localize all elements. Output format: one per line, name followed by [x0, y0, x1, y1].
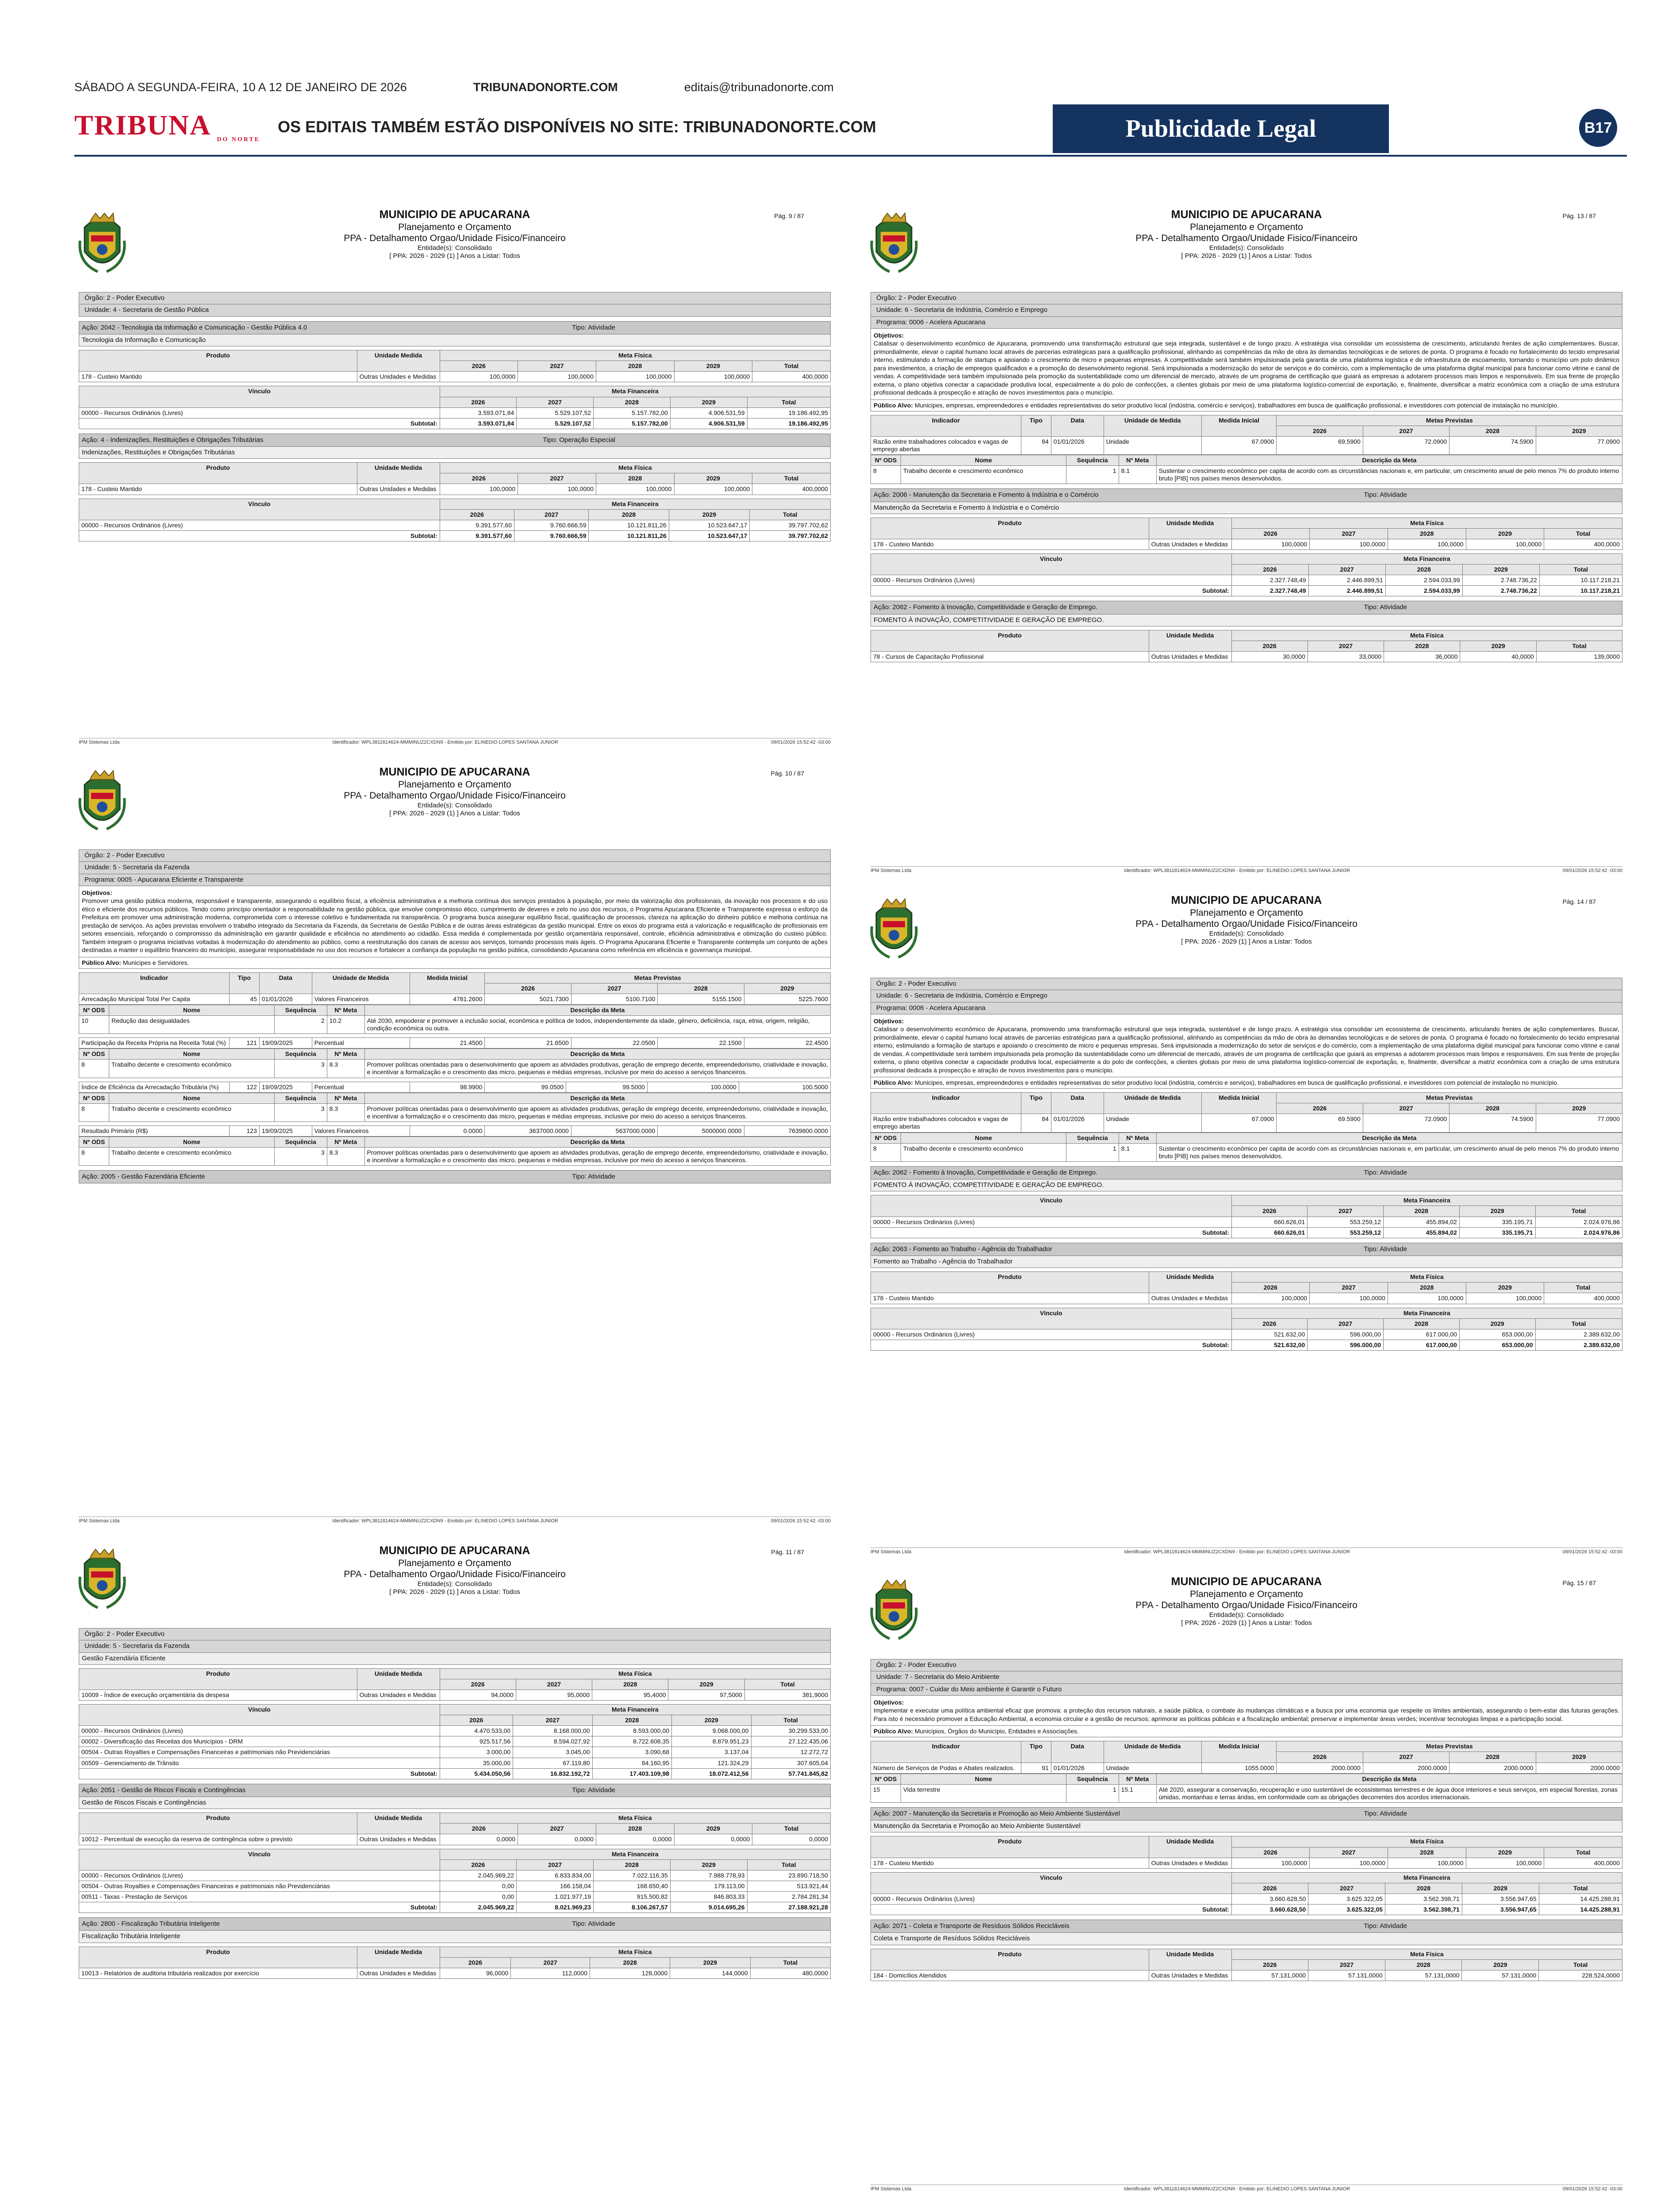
subtotal-row: Subtotal: 5.434.050,56 16.832.192,72 17.403.109,98 18.072.412,56 57.741.845,82: [79, 1768, 831, 1779]
action-row: Ação: 2007 - Manutenção da Secretaria e Promoção ao Meio Ambiente Sustentável Tipo: Atividade: [871, 1807, 1622, 1820]
report-footer: IPM Sistemas Ltda Identificador: WPL3811814624-MMMINUZ2CXDN9 - Emitido por: ELINEDIO LOPES SANTANA JUNIOR 09/01/2026 15:52:42 -03:00: [79, 738, 831, 745]
table-row: 10 Redução das desigualdades 2 10.2 Até 2030, empoderar e promover a inclusão social, econômica e política de todos, independentemente da idade, gênero, deficiência, raça, etnia, origem, religião, condição econômica ou outra.: [79, 1016, 831, 1034]
action-description: FOMENTO À INOVAÇÃO, COMPETITIVIDADE E GERAÇÃO DE EMPREGO.: [871, 1179, 1622, 1191]
table-row: Resultado Primário (R$) 123 19/09/2025 Valores Financeiros 0.0000 3637000.0000 5637000.0000 5000000.0000 7639800.0000: [79, 1125, 831, 1136]
action-description: Manutenção da Secretaria e Fomento à Indústria e o Comércio: [871, 502, 1622, 514]
target-public: Público Alvo: Municipes e Servidores.: [79, 957, 831, 969]
action-row: Ação: 2063 - Fomento ao Trabalho - Agência do Trabalhador Tipo: Atividade: [871, 1243, 1622, 1256]
financial-target-table: Vínculo Meta Financeira 2026 2027 2028 2029 Total 00000 - Recursos Ordinários (Livres) 3.593.071,84 5.529.107,52 5.157.782,00 4.906.531,59 19.186.492,95 Subtotal: 3.593.071,84 5.529.107,52 5.157.782,00 4.906.531,59 19.186.492,95: [79, 386, 831, 429]
indicator-table: Indicador Tipo Data Unidade de Medida Medida Inicial Metas Previstas 2026 2027 2028 2029 Arrecadação Municipal Total Per Capita 45 01/01/2026 Valores Financeiros 4781.2600 5021.7300 5100.7100 5155.1500 5225.7600: [79, 972, 831, 1005]
table-row: 00000 - Recursos Ordinários (Livres) 521.632,00 596.000,00 617.000,00 653.000,00 2.389.632,00: [871, 1329, 1622, 1340]
action-description: Coleta e Transporte de Resíduos Sólidos Recicláveis: [871, 1933, 1622, 1945]
organ-row: Órgão: 2 - Poder Executivo: [79, 849, 831, 862]
action-description: Fomento ao Trabalho - Agência do Trabalhador: [871, 1256, 1622, 1268]
report-page: [74, 757, 835, 1526]
newspaper-logo: TRIBUNA DO NORTE: [74, 109, 260, 143]
table-row: Número de Serviços de Podas e Abates realizados. 91 01/01/2026 Unidade 1055.0000 2000.0000 2000.0000 2000.0000 2000.0000: [871, 1763, 1622, 1773]
brand-bar: [74, 103, 1627, 151]
report-footer: IPM Sistemas Ltda Identificador: WPL3811814624-MMMINUZ2CXDN9 - Emitido por: ELINEDIO LOPES SANTANA JUNIOR 09/01/2026 15:52:42 -03:00: [871, 1548, 1622, 1555]
subtotal-row: Subtotal: 3.660.628,50 3.625.322,05 3.562.398,71 3.556.947,65 14.425.288,91: [871, 1904, 1622, 1915]
organ-row: Órgão: 2 - Poder Executivo: [871, 978, 1622, 990]
subtotal-row: Subtotal: 521.632,00 596.000,00 617.000,00 653.000,00 2.389.632,00: [871, 1340, 1622, 1350]
indicator-table: Indicador Tipo Data Unidade de Medida Medida Inicial Metas Previstas 2026 2027 2028 2029 Razão entre trabalhadores colocados e vagas de emprego abertas 84 01/01/2026 Unidade 67.0900 69.5900 72.0900 74.5900 77.0900: [871, 1092, 1622, 1132]
report-header: MUNICIPIO DE APUCARANA Planejamento e Orçamento PPA - Detalhamento Orgao/Unidade Fisico/Financeiro Entidade(s): Consolidado [ PPA: 2026 - 2029 (1) ] Anos a Listar: Todos: [344, 1544, 566, 1596]
left-column: [74, 199, 835, 2212]
section-title: Publicidade Legal: [1053, 104, 1389, 153]
physical-target-table: Produto Unidade Medida Meta Física 2026 2027 2028 2029 Total 178 - Custeio Mantido Outras Unidades e Medidas 100,0000 100,0000 100,0000 100,0000 400,0000: [871, 1836, 1622, 1868]
table-row: Razão entre trabalhadores colocados e vagas de emprego abertas 84 01/01/2026 Unidade 67.0900 69.5900 72.0900 74.5900 77.0900: [871, 436, 1622, 454]
table-row: 178 - Custeio Mantido Outras Unidades e Medidas 100,0000 100,0000 100,0000 100,0000 400,0000: [871, 539, 1622, 550]
table-row: 15 Vida terrestre 1 15.1 Até 2020, assegurar a conservação, recuperação e uso sustentável de ecossistemas terrestres e de água doce interiores e seus serviços, em especial florestas, zonas úmidas, montanhas e terras áridas, em conformidade com as obrigações decorrentes dos acordos internacionais.: [871, 1784, 1622, 1802]
target-public: Público Alvo: Municípios, Órgãos do Município, Entidades e Associações.: [871, 1726, 1622, 1737]
table-row: 178 - Custeio Mantido Outras Unidades e Medidas 100,0000 100,0000 100,0000 100,0000 400,0000: [79, 372, 831, 382]
report-header: MUNICIPIO DE APUCARANA Planejamento e Orçamento PPA - Detalhamento Orgao/Unidade Fisico/Financeiro Entidade(s): Consolidado [ PPA: 2026 - 2029 (1) ] Anos a Listar: Todos: [1135, 208, 1358, 260]
report-page-number: Pág. 10 / 87: [771, 770, 804, 777]
financial-target-table: Vínculo Meta Financeira 2026 2027 2028 2029 Total 00000 - Recursos Ordinários (Livres) 9.391.577,60 9.760.666,59 10.121.811,26 10.523.647,17 39.797.702,62 Subtotal: 9.391.577,60 9.760.666,59 10.121.811,26 10.523.647,17 39.797.702,62: [79, 499, 831, 541]
report-footer: IPM Sistemas Ltda Identificador: WPL3811814624-MMMINUZ2CXDN9 - Emitido por: ELINEDIO LOPES SANTANA JUNIOR 09/01/2026 15:52:42 -03:00: [871, 866, 1622, 874]
table-row: 00000 - Recursos Ordinários (Livres) 9.391.577,60 9.760.666,59 10.121.811,26 10.523.647,17 39.797.702,62: [79, 520, 831, 530]
ods-table: Nº ODS Nome Sequência Nº Meta Descrição da Meta 8 Trabalho decente e crescimento econômico 3 8.3 Promover políticas orientadas para o desenvolvimento que apoiem as atividades produtivas, geração de emprego decente, empreendedorismo, criatividade e inovação, e incentivar a formalização e o crescimento das micro, pequenas e médias empresas, inclusive por meio do acesso a serviços financeiros.: [79, 1048, 831, 1078]
availability-notice: OS EDITAIS TAMBÉM ESTÃO DISPONÍVEIS NO SITE: TRIBUNADONORTE.COM: [278, 118, 876, 136]
table-row: 00000 - Recursos Ordinários (Livres) 660.626,01 553.259,12 455.894,02 335.195,71 2.024.976,86: [871, 1217, 1622, 1227]
target-public: Público Alvo: Municipes, empresas, empreendedores e entidades representativas do setor produtivo local (indústria, comércio e serviços), trabalhadores em busca de qualificação profissional, e investidores com potencial de instalação no município.: [871, 1077, 1622, 1089]
objectives: Objetivos: Catalisar o desenvolvimento econômico de Apucarana, promovendo uma transformação estrutural que seja integrada, sustentável e de longo prazo. A estratégia visa consolidar um ecossistema de crescimento, articulando frentes de ação complementares. Buscar, primordialmente, elevar o capital humano local através de parcerias estratégicas para a qualificação profissional, alinhando as competências da mão de obra às demandas tecnológicas e de setores de ponta. O programa é focado no fortalecimento do tecido empresarial interno, estimulando a formação de startups e apoiando o crescimento de micro e pequenas empresas. Será impulsionada a modernização do setor de serviços e do comércio, com a implementação de uma plataforma digital municipal para funcionar como vitrine e canal de vendas. A competitividade será também impulsionada pela promoção da sustentabilidade como um diferencial de mercado, através de um programa de certificação que guiará as empresas a adotarem processos mais limpos e responsáveis. Em sua frente de projeção externa, o plano objetiva conectar a capacidade produtiva local, especialmente a do polo de confecções, a clientes globais por meio de uma plataforma logístico-comercial de exportação, e, finalmente, diversificar a matriz econômica com a criação de uma estrutura profissional dedicada à prospecção e atração de novos investimentos para o município.: [871, 1014, 1622, 1077]
action-row: Ação: 2051 - Gestão de Riscos Fiscais e Contingências Tipo: Atividade: [79, 1784, 831, 1797]
header-rule: [74, 155, 1627, 157]
report-header: MUNICIPIO DE APUCARANA Planejamento e Orçamento PPA - Detalhamento Orgao/Unidade Fisico/Financeiro Entidade(s): Consolidado [ PPA: 2026 - 2029 (1) ] Anos a Listar: Todos: [344, 766, 566, 818]
table-row: 00504 - Outras Royalties e Compensações Financeiras e patrimoniais não Previdenciárias 0,00 166.158,04 168.650,40 179.113,00 513.921,44: [79, 1881, 831, 1891]
organ-row: Órgão: 2 - Poder Executivo: [79, 292, 831, 304]
financial-target-table: Vínculo Meta Financeira 2026 2027 2028 2029 Total 00000 - Recursos Ordinários (Livres) 660.626,01 553.259,12 455.894,02 335.195,71 2.024.976,86 Subtotal: 660.626,01 553.259,12 455.894,02 335.195,71 2.024.976,86: [871, 1195, 1622, 1238]
report-page-number: Pág. 9 / 87: [774, 212, 804, 219]
table-row: 178 - Custeio Mantido Outras Unidades e Medidas 100,0000 100,0000 100,0000 100,0000 400,0000: [871, 1293, 1622, 1304]
action-row: Ação: 2071 - Coleta e Transporte de Resíduos Sólidos Recicláveis Tipo: Atividade: [871, 1920, 1622, 1933]
table-row: 8 Trabalho decente e crescimento econômico 1 8.1 Sustentar o crescimento econômico per capita de acordo com as circunstâncias nacionais e, em particular, um crescimento anual de pelo menos 7% do produto interno bruto [PIB] nos países menos desenvolvidos.: [871, 466, 1622, 484]
table-row: 00000 - Recursos Ordinários (Livres) 4.470.533,00 8.168.000,00 8.593.000,00 9.068.000,00 30.299.533,00: [79, 1726, 831, 1736]
report-page: [866, 2203, 1627, 2212]
table-row: 10009 - Índice de execução orçamentária da despesa Outras Unidades e Medidas 94,0000 95,0000 95,4000 97,5000 381,9000: [79, 1690, 831, 1701]
ods-table: Nº ODS Nome Sequência Nº Meta Descrição da Meta 10 Redução das desigualdades 2 10.2 Até 2030, empoderar e promover a inclusão social, econômica e política de todos, independentemente da idade, gênero, deficiência, raça, etnia, origem, religião, condição econômica ou outra.: [79, 1005, 831, 1034]
report-page-number: Pág. 13 / 87: [1562, 212, 1596, 219]
table-row: 178 - Custeio Mantido Outras Unidades e Medidas 100,0000 100,0000 100,0000 100,0000 400,0000: [871, 1858, 1622, 1868]
table-row: Razão entre trabalhadores colocados e vagas de emprego abertas 84 01/01/2026 Unidade 67.0900 69.5900 72.0900 74.5900 77.0900: [871, 1114, 1622, 1132]
program-row: Programa: 0006 - Acelera Apucarana: [871, 1002, 1622, 1014]
indicator-table: [79, 1082, 831, 1093]
table-row: 00000 - Recursos Ordinários (Livres) 3.660.628,50 3.625.322,05 3.562.398,71 3.556.947,65 14.425.288,91: [871, 1893, 1622, 1904]
indicator-table: [79, 1125, 831, 1137]
action-description: Manutenção da Secretaria e Promoção ao Meio Ambiente Sustentável: [871, 1820, 1622, 1832]
table-row: 178 - Custeio Mantido Outras Unidades e Medidas 100,0000 100,0000 100,0000 100,0000 400,0000: [79, 484, 831, 495]
action-row: Ação: 2042 - Tecnologia da Informação e Comunicação - Gestão Pública 4.0 Tipo: Atividade: [79, 321, 831, 334]
page-number-badge: B17: [1579, 109, 1617, 147]
action-row: Ação: 2062 - Fomento à Inovação, Competitividade e Geração de Emprego. Tipo: Atividade: [871, 601, 1622, 614]
report-footer: IPM Sistemas Ltda Identificador: WPL3811814624-MMMINUZ2CXDN9 - Emitido por: ELINEDIO LOPES SANTANA JUNIOR 09/01/2026 15:52:42 -03:00: [79, 1517, 831, 1524]
organ-row: Órgão: 2 - Poder Executivo: [871, 1659, 1622, 1671]
report-page-number: Pág. 11 / 87: [771, 1548, 804, 1555]
financial-target-table: Vínculo Meta Financeira 2026 2027 2028 2029 Total 00000 - Recursos Ordinários (Livres) 2.327.748,49 2.446.899,51 2.594.033,99 2.748.736,22 10.117.218,21 Subtotal: 2.327.748,49 2.446.899,51 2.594.033,99 2.748.736,22 10.117.218,21: [871, 553, 1622, 596]
action-row: Ação: 2006 - Manutenção da Secretaria e Fomento à Indústria e o Comércio Tipo: Atividade: [871, 488, 1622, 502]
physical-target-table: Produto Unidade Medida Meta Física 2026 2027 2028 2029 Total 178 - Custeio Mantido Outras Unidades e Medidas 100,0000 100,0000 100,0000 100,0000 400,0000: [79, 462, 831, 495]
unit-row: Unidade: 4 - Secretaria de Gestão Pública: [79, 304, 831, 316]
report-page-number: Pág. 14 / 87: [1562, 898, 1596, 905]
report-footer: IPM Sistemas Ltda Identificador: WPL3811814624-MMMINUZ2CXDN9 - Emitido por: ELINEDIO LOPES SANTANA JUNIOR 09/01/2026 15:52:42 -03:00: [871, 2185, 1622, 2192]
table-row: Arrecadação Municipal Total Per Capita 45 01/01/2026 Valores Financeiros 4781.2600 5021.7300 5100.7100 5155.1500 5225.7600: [79, 994, 831, 1004]
objectives: Objetivos: Catalisar o desenvolvimento econômico de Apucarana, promovendo uma transformação estrutural que seja integrada, sustentável e de longo prazo. A estratégia visa consolidar um ecossistema de crescimento, articulando frentes de ação complementares. Buscar, primordialmente, elevar o capital humano local através de parcerias estratégicas para a qualificação profissional, alinhando as competências da mão de obra às demandas tecnológicas e de setores de ponta. O programa é focado no fortalecimento do tecido empresarial interno, estimulando a formação de startups e apoiando o crescimento de micro e pequenas empresas. A competitividade será também impulsionada pela garantia de uma plataforma logística e de infraestrutura de escoamento, tornando o município um polo dinâmico para investimentos, a criação de empregos qualificados e a promoção do desenvolvimento regional. Será impulsionada a modernização do setor de serviços e do comércio, com a implementação de uma plataforma digital municipal para funcionar como vitrine e canal de vendas. A competitividade será também impulsionada pela promoção da sustentabilidade como um diferencial de mercado, através de um programa de certificação que guiará as empresas a adotarem processos mais limpos e responsáveis. Em sua frente de projeção externa, o plano objetiva conectar a capacidade produtiva local, especialmente a do polo de confecções, a clientes globais por meio de uma plataforma logístico-comercial de exportação, e, finalmente, diversificar a matriz econômica com a criação de uma estrutura profissional dedicada à prospecção e atração de novos investimentos para o município.: [871, 329, 1622, 400]
physical-target-table: Produto Unidade Medida Meta Física 2026 2027 2028 2029 Total 178 - Custeio Mantido Outras Unidades e Medidas 100,0000 100,0000 100,0000 100,0000 400,0000: [871, 518, 1622, 550]
indicator-table: [79, 1037, 831, 1048]
site-link[interactable]: TRIBUNADONORTE.COM: [473, 80, 618, 94]
report-page: [866, 885, 1627, 1557]
target-public: Público Alvo: Municipes, empresas, empreendedores e entidades representativas do setor produtivo local (indústria, comércio e serviços), trabalhadores em busca de qualificação profissional, e investidores com potencial de instalação no município.: [871, 400, 1622, 411]
physical-target-table: Produto Unidade Medida Meta Física 2026 2027 2028 2029 Total 10009 - Índice de execução orçamentária da despesa Outras Unidades e Medidas 94,0000 95,0000 95,4000 97,5000 381,9000: [79, 1668, 831, 1701]
financial-target-table: Vínculo Meta Financeira 2026 2027 2028 2029 Total 00000 - Recursos Ordinários (Livres) 521.632,00 596.000,00 617.000,00 653.000,00 2.389.632,00 Subtotal: 521.632,00 596.000,00 617.000,00 653.000,00 2.389.632,00: [871, 1308, 1622, 1351]
action-row: Ação: 4 - Indenizações, Restituições e Obrigações Tributárias Tipo: Operação Especial: [79, 434, 831, 447]
unit-row: Unidade: 5 - Secretaria da Fazenda: [79, 1640, 831, 1652]
ods-table: Nº ODS Nome Sequência Nº Meta Descrição da Meta 8 Trabalho decente e crescimento econômico 3 8.3 Promover políticas orientadas para o desenvolvimento que apoiem as atividades produtivas, geração de emprego decente, empreendedorismo, criatividade e inovação, e incentivar a formalização e o crescimento das micro, pequenas e médias empresas, inclusive por meio do acesso a serviços financeiros.: [79, 1093, 831, 1122]
ods-table: Nº ODS Nome Sequência Nº Meta Descrição da Meta 15 Vida terrestre 1 15.1 Até 2020, assegurar a conservação, recuperação e uso sustentável de ecossistemas terrestres e de água doce interiores e seus serviços, em especial florestas, zonas úmidas, montanhas e terras áridas, em conformidade com as obrigações decorrentes dos acordos internacionais.: [871, 1774, 1622, 1803]
objectives: Objetivos: Promover uma gestão pública moderna, responsável e transparente, assegurando o equilíbrio fiscal, a eficiência administrativa e a melhoria contínua dos serviços prestados à população, por meio da valorização dos profissionais, da inovação nos processos e do uso ético e eficiente dos recursos públicos. Tendo como princípio orientador a responsabilidade na gestão pública, que envolve compromisso ético, cumprimento de deveres e zelo no uso dos recursos, o Programa Apucarana Eficiente e Transparente expressa o esforço da Prefeitura em promover uma administração moderna, comprometida com o interesse coletivo e fundamentada na transparência. O programa busca assegurar equilíbrio fiscal, qualificação de processos, clareza na aplicação do dinheiro público e melhoria contínua na prestação de serviços. As ações previstas envolvem o trabalho integrado da Secretaria da Fazenda, da Secretaria de Gestão Pública e de outras áreas estratégicas da gestão municipal. Entre os eixos do programa está a valorização e requalificação de profissionais em setores essenciais, reforçando o compromisso da administração em garantir qualidade e eficiência no atendimento ao cidadão. Essa medida é complementada por gestão orçamentária responsável, controle, eficiência administrativa e otimização do custeio público. Também integram o programa iniciativas voltadas à modernização do atendimento ao público, como a reestruturação dos canais de acesso aos serviços, tornando processos mais ágeis. O Programa Apucarana Eficiente e Transparente contempla um conjunto de ações destinadas a manter o equilíbrio financeiro do município, assegurar responsabilidade no uso dos recursos e fortalecer a confiança da população na gestão pública, consolidando Apucarana como referência em eficiência e governança municipal.: [79, 886, 831, 957]
report-page: [74, 199, 835, 748]
table-row: Índice de Eficiência da Arrecadação Tributária (%) 122 19/09/2025 Percentual 98.9900 99.0500 99.5000 100.0000 100.5000: [79, 1082, 831, 1092]
action-row: Ação: 2800 - Fiscalização Tributária Inteligente Tipo: Atividade: [79, 1917, 831, 1931]
action-description: Tecnologia da Informação e Comunicação: [79, 334, 831, 346]
action-description: Gestão de Riscos Fiscais e Contingências: [79, 1797, 831, 1809]
report-header: MUNICIPIO DE APUCARANA Planejamento e Orçamento PPA - Detalhamento Orgao/Unidade Fisico/Financeiro Entidade(s): Consolidado [ PPA: 2026 - 2029 (1) ] Anos a Listar: Todos: [344, 208, 566, 260]
table-row: 8 Trabalho decente e crescimento econômico 1 8.1 Sustentar o crescimento econômico per capita de acordo com as circunstâncias nacionais e, em particular, um crescimento anual de pelo menos 7% do produto interno bruto [PIB] nos países menos desenvolvidos.: [871, 1143, 1622, 1161]
unit-row: Unidade: 7 - Secretaria do Meio Ambiente: [871, 1671, 1622, 1683]
physical-target-table: Produto Unidade Medida Meta Física 2026 2027 2028 2029 Total 178 - Custeio Mantido Outras Unidades e Medidas 100,0000 100,0000 100,0000 100,0000 400,0000: [79, 350, 831, 382]
report-page: [74, 1535, 835, 2212]
report-header: MUNICIPIO DE APUCARANA Planejamento e Orçamento PPA - Detalhamento Orgao/Unidade Fisico/Financeiro Entidade(s): Consolidado [ PPA: 2026 - 2029 (1) ] Anos a Listar: Todos: [1135, 894, 1358, 946]
report-page: [866, 1566, 1627, 2194]
table-row: 10012 - Percentual de execução da reserva de contingência sobre o previsto Outras Unidades e Medidas 0,0000 0,0000 0,0000 0,0000 0,0000: [79, 1834, 831, 1845]
objectives: Objetivos: Implementar e executar uma política ambiental eficaz que promova: a proteção dos recursos naturais, a saúde pública, o combate às mudanças climáticas e a busca por uma economia que respeite os limites ambientais, assegurando o bem-estar das futuras gerações. Para isto é necessário promover a Educação Ambiental, a economia circular e a gestão de recursos; aprimorar as políticas públicas e a fiscalização ambiental; preservar e implementar áreas verdes; incentivar tecnologias limpas e a participação social.: [871, 1696, 1622, 1726]
table-row: 00000 - Recursos Ordinários (Livres) 2.327.748,49 2.446.899,51 2.594.033,99 2.748.736,22 10.117.218,21: [871, 575, 1622, 586]
organ-row: Órgão: 2 - Poder Executivo: [871, 292, 1622, 304]
financial-target-table: Vínculo Meta Financeira 2026 2027 2028 2029 Total 00000 - Recursos Ordinários (Livres) 2.045.969,22 6.833.834,00 7.022.116,35 7.988.778,93 23.890.718,50 00504 - Outras Royalties e Compensações Financeiras e patrimoniais não Previdenciárias 0,00 166.158,04 168.650,40 179.113,00 513.921,44 00511 - Taxas - Prestação de Serviços 0,00 1.021.977,19 915.500,82 846.803,33 2.784.281,34 Subtotal: 2.045.969,22 8.021.969,23 8.106.267,57 9.014.695,26 27.188.921,28: [79, 1849, 831, 1913]
action-description: Fiscalização Tributária Inteligente: [79, 1931, 831, 1943]
unit-row: Unidade: 6 - Secretaria de Indústria, Comércio e Emprego: [871, 304, 1622, 316]
table-row: 00509 - Gerenciamento de Trânsito 35.000,00 67.119,80 84.160,95 121.324,29 307.605,04: [79, 1758, 831, 1768]
ods-table: Nº ODS Nome Sequência Nº Meta Descrição da Meta 8 Trabalho decente e crescimento econômico 1 8.1 Sustentar o crescimento econômico per capita de acordo com as circunstâncias nacionais e, em particular, um crescimento anual de pelo menos 7% do produto interno bruto [PIB] nos países menos desenvolvidos.: [871, 455, 1622, 484]
action-row: Ação: 2062 - Fomento à Inovação, Competitividade e Geração de Emprego. Tipo: Atividade: [871, 1166, 1622, 1179]
indicator-table: Indicador Tipo Data Unidade de Medida Medida Inicial Metas Previstas 2026 2027 2028 2029 Razão entre trabalhadores colocados e vagas de emprego abertas 84 01/01/2026 Unidade 67.0900 69.5900 72.0900 74.5900 77.0900: [871, 415, 1622, 455]
edition-date: SÁBADO A SEGUNDA-FEIRA, 10 A 12 DE JANEIRO DE 2026: [74, 80, 407, 94]
table-row: 00000 - Recursos Ordinários (Livres) 2.045.969,22 6.833.834,00 7.022.116,35 7.988.778,93 23.890.718,50: [79, 1870, 831, 1881]
table-row: 00504 - Outras Royalties e Compensações Financeiras e patrimoniais não Previdenciárias 3.000,00 3.045,00 3.090,68 3.137,04 12.272,72: [79, 1747, 831, 1758]
action-row: Ação: 2005 - Gestão Fazendária Eficiente Tipo: Atividade: [79, 1170, 831, 1183]
unit-row: Unidade: 5 - Secretaria da Fazenda: [79, 862, 831, 874]
unit-row: Unidade: 6 - Secretaria de Indústria, Comércio e Emprego: [871, 990, 1622, 1002]
subtotal-row: Subtotal: 9.391.577,60 9.760.666,59 10.121.811,26 10.523.647,17 39.797.702,62: [79, 530, 831, 541]
table-row: 8 Trabalho decente e crescimento econômico 3 8.3 Promover políticas orientadas para o desenvolvimento que apoiem as atividades produtivas, geração de emprego decente, empreendedorismo, criatividade e inovação, e incentivar a formalização e o crescimento das micro, pequenas e médias empresas, inclusive por meio do acesso a serviços financeiros.: [79, 1060, 831, 1078]
ods-table: Nº ODS Nome Sequência Nº Meta Descrição da Meta 8 Trabalho decente e crescimento econômico 3 8.3 Promover políticas orientadas para o desenvolvimento que apoiem as atividades produtivas, geração de emprego decente, empreendedorismo, criatividade e inovação, e incentivar a formalização e o crescimento das micro, pequenas e médias empresas, inclusive por meio do acesso a serviços financeiros.: [79, 1137, 831, 1166]
subtotal-row: Subtotal: 2.045.969,22 8.021.969,23 8.106.267,57 9.014.695,26 27.188.921,28: [79, 1902, 831, 1912]
program-row: Programa: 0007 - Cuidar do Meio ambiente é Garantir o Futuro: [871, 1684, 1622, 1696]
masthead-line: [74, 72, 1627, 103]
physical-target-table: Produto Unidade Medida Meta Física 2026 2027 2028 2029 Total 10012 - Percentual de execução da reserva de contingência sobre o previsto Outras Unidades e Medidas 0,0000 0,0000 0,0000 0,0000 0,0000: [79, 1813, 831, 1845]
action-description: Gestão Fazendária Eficiente: [79, 1653, 831, 1665]
physical-target-table: Produto Unidade Medida Meta Física 2026 2027 2028 2029 Total 10013 - Relatórios de auditoria tributária realizados por exercício Outras Unidades e Medidas 96,0000 112,0000 128,0000 144,0000 480,0000: [79, 1947, 831, 1979]
table-row: 8 Trabalho decente e crescimento econômico 3 8.3 Promover políticas orientadas para o desenvolvimento que apoiem as atividades produtivas, geração de emprego decente, empreendedorismo, criatividade e inovação, e incentivar a formalização e o crescimento das micro, pequenas e médias empresas, inclusive por meio do acesso a serviços financeiros.: [79, 1103, 831, 1121]
physical-target-table: Produto Unidade Medida Meta Física 2026 2027 2028 2029 Total 78 - Cursos de Capacitação Profissional Outras Unidades e Medidas 30,0000 33,0000 36,0000 40,0000 139,0000: [871, 630, 1622, 662]
financial-target-table: Vínculo Meta Financeira 2026 2027 2028 2029 Total 00000 - Recursos Ordinários (Livres) 4.470.533,00 8.168.000,00 8.593.000,00 9.068.000,00 30.299.533,00 00002 - Diversificação das Receitas dos Municípios - DRM 925.517,56 8.594.027,92 8.722.608,35 8.879.951,23 27.122.435,06 00504 - Outras Royalties e Compensações Financeiras e patrimoniais não Previdenciárias 3.000,00 3.045,00 3.090,68 3.137,04 12.272,72 00509 - Gerenciamento de Trânsito 35.000,00 67.119,80 84.160,95 121.324,29 307.605,04 Subtotal: 5.434.050,56 16.832.192,72 17.403.109,98 18.072.412,56 57.741.845,82: [79, 1704, 831, 1779]
email-link[interactable]: editais@tribunadonorte.com: [684, 80, 834, 94]
table-row: 00002 - Diversificação das Receitas dos Municípios - DRM 925.517,56 8.594.027,92 8.722.608,35 8.879.951,23 27.122.435,06: [79, 1736, 831, 1747]
table-row: Participação da Receita Própria na Receita Total (%) 121 19/09/2025 Percentual 21.4500 21.6500 22.0500 22.1500 22.4500: [79, 1038, 831, 1048]
table-row: 184 - Domicílios Atendidos Outras Unidades e Medidas 57.131,0000 57.131,0000 57.131,0000 57.131,0000 228.524,0000: [871, 1970, 1622, 1981]
program-row: Programa: 0005 - Apucarana Eficiente e Transparente: [79, 874, 831, 886]
subtotal-row: Subtotal: 2.327.748,49 2.446.899,51 2.594.033,99 2.748.736,22 10.117.218,21: [871, 586, 1622, 596]
report-page-number: Pág. 15 / 87: [1562, 1579, 1596, 1586]
report-page: [866, 199, 1627, 876]
subtotal-row: Subtotal: 3.593.071,84 5.529.107,52 5.157.782,00 4.906.531,59 19.186.492,95: [79, 418, 831, 429]
financial-target-table: Vínculo Meta Financeira 2026 2027 2028 2029 Total 00000 - Recursos Ordinários (Livres) 3.660.628,50 3.625.322,05 3.562.398,71 3.556.947,65 14.425.288,91 Subtotal: 3.660.628,50 3.625.322,05 3.562.398,71 3.556.947,65 14.425.288,91: [871, 1872, 1622, 1915]
ods-table: Nº ODS Nome Sequência Nº Meta Descrição da Meta 8 Trabalho decente e crescimento econômico 1 8.1 Sustentar o crescimento econômico per capita de acordo com as circunstâncias nacionais e, em particular, um crescimento anual de pelo menos 7% do produto interno bruto [PIB] nos países menos desenvolvidos.: [871, 1133, 1622, 1162]
table-row: 00000 - Recursos Ordinários (Livres) 3.593.071,84 5.529.107,52 5.157.782,00 4.906.531,59 19.186.492,95: [79, 407, 831, 418]
organ-row: Órgão: 2 - Poder Executivo: [79, 1628, 831, 1640]
indicator-table: Indicador Tipo Data Unidade de Medida Medida Inicial Metas Previstas 2026 2027 2028 2029 Número de Serviços de Podas e Abates realizados. 91 01/01/2026 Unidade 1055.0000 2000.0000 2000.0000 2000.0000 2000.0000: [871, 1741, 1622, 1773]
physical-target-table: Produto Unidade Medida Meta Física 2026 2027 2028 2029 Total 184 - Domicílios Atendidos Outras Unidades e Medidas 57.131,0000 57.131,0000 57.131,0000 57.131,0000 228.524,0000: [871, 1949, 1622, 1981]
table-row: 8 Trabalho decente e crescimento econômico 3 8.3 Promover políticas orientadas para o desenvolvimento que apoiem as atividades produtivas, geração de emprego decente, empreendedorismo, criatividade e inovação, e incentivar a formalização e o crescimento das micro, pequenas e médias empresas, inclusive por meio do acesso a serviços financeiros.: [79, 1147, 831, 1165]
table-row: 78 - Cursos de Capacitação Profissional Outras Unidades e Medidas 30,0000 33,0000 36,0000 40,0000 139,0000: [871, 652, 1622, 662]
subtotal-row: Subtotal: 660.626,01 553.259,12 455.894,02 335.195,71 2.024.976,86: [871, 1227, 1622, 1238]
program-row: Programa: 0006 - Acelera Apucarana: [871, 317, 1622, 329]
action-description: Indenizações, Restituições e Obrigações Tributárias: [79, 447, 831, 459]
table-row: 10013 - Relatórios de auditoria tributária realizados por exercício Outras Unidades e Medidas 96,0000 112,0000 128,0000 144,0000 480,0000: [79, 1968, 831, 1978]
physical-target-table: Produto Unidade Medida Meta Física 2026 2027 2028 2029 Total 178 - Custeio Mantido Outras Unidades e Medidas 100,0000 100,0000 100,0000 100,0000 400,0000: [871, 1271, 1622, 1304]
right-column: [866, 199, 1627, 2212]
action-description: FOMENTO À INOVAÇÃO, COMPETITIVIDADE E GERAÇÃO DE EMPREGO.: [871, 614, 1622, 626]
table-row: 00511 - Taxas - Prestação de Serviços 0,00 1.021.977,19 915.500,82 846.803,33 2.784.281,34: [79, 1891, 831, 1902]
report-header: MUNICIPIO DE APUCARANA Planejamento e Orçamento PPA - Detalhamento Orgao/Unidade Fisico/Financeiro Entidade(s): Consolidado [ PPA: 2026 - 2029 (1) ] Anos a Listar: Todos: [1135, 1575, 1358, 1627]
